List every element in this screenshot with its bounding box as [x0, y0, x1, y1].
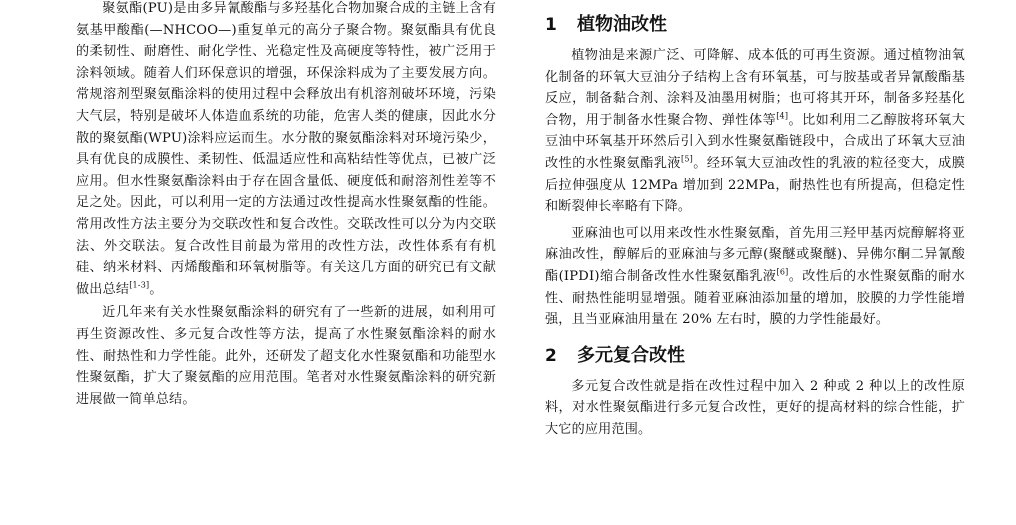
- citation: [1-3]: [129, 280, 150, 290]
- progress-paragraph: [76, 302, 496, 410]
- composite-paragraph: [545, 376, 965, 441]
- intro-end: 。: [149, 281, 163, 297]
- section-number: 1: [545, 15, 557, 35]
- right-column: [545, 0, 965, 441]
- progress-text: 近几年来有关水性聚氨酯涂料的研究有了一些新的进展，如利用可再生资源改性、多元复合改性等方法，提高了水性聚氨酯涂料的耐水性、耐热性和力学性能。此外，还研发了超支化水性聚氨酯和功能型水性聚氨酯，扩大了聚氨酯的应用范围。笔者对水性聚氨酯涂料的研究新进展做一简单总结。: [76, 305, 496, 407]
- section-heading-1: [545, 10, 965, 36]
- paragraph-text: 。比如利用二乙醇胺将环氧大豆油中环氧基开环然后引入到水性聚氨酯链段中，合成出了环氧大豆油改性的水性聚氨酯乳液: [545, 112, 965, 171]
- paragraph-text: 。改性后的水性聚氨酯的耐水性、耐热性能明显增强。随着亚麻油添加量的增加，胶膜的力学性能增强，且当亚麻油用量在 20% 左右时，膜的力学性能最好。: [545, 268, 965, 328]
- citation: [5]: [681, 154, 693, 164]
- intro-text: 聚氨酯(PU)是由多异氰酸酯与多羟基化合物加聚合成的主链上含有氨基甲酸酯(—NHCOO—)重复单元的高分子聚合物。聚氨酯具有优良的柔韧性、耐磨性、耐化学性、光稳定性及高硬度等特性，被广泛用于涂料领域。随着人们环保意识的增强，环保涂料成为了主要发展方向。常规溶剂型聚氨酯涂料的使用过程中会释放出有机溶剂破坏环境，污染大气层，特别是破坏人体造血系统的功能，危害人类的健康，因此水分散的聚氨酯(WPU)涂料应运而生。水分散的聚氨酯涂料对环境污染少，具有优良的成膜性、柔韧性、低温适应性和高粘结性等优点，已被广泛应用。但水性聚氨酯涂料由于存在固含量低、硬度低和耐溶剂性差等不足之处。因此，可以利用一定的方法通过改性提高水性聚氨酯的性能。常用改性方法主要分为交联改性和复合改性。交联改性可以分为内交联法、外交联法。复合改性目前最为常用的改性方法，改性体系有有机硅、纳米材料、丙烯酸酯和环氧树脂等。有关这几方面的研究已有文献做出总结: [76, 1, 496, 297]
- citation: [6]: [776, 267, 789, 277]
- paragraph-text: 植物油是来源广泛、可降解、成本低的可再生资源。通过植物油氧化制备的环氧大豆油分子结构上含有环氧基，可与胺基或者异氰酸酯基反应，制备黏合剂、涂料及油墨用树脂；也可将其开环，制备多羟基化合物，用于制备水性聚合物、弹性体等: [545, 48, 965, 128]
- section-number: 2: [545, 345, 557, 366]
- paragraph-text: 多元复合改性就是指在改性过程中加入 2 种或 2 种以上的改性原料，对水性聚氨酯进行多元复合改性，更好的提高材料的综合性能，扩大它的应用范围。: [545, 378, 965, 437]
- paragraph-text: 。经环氧大豆油改性的乳液的粒径变大，成膜后拉伸强度从 12MPa 增加到 22MPa，耐热性也有所提高，但稳定性和断裂伸长率略有下降。: [545, 155, 966, 215]
- vegetable-oil-paragraph: [545, 45, 965, 218]
- section-heading-2: [545, 341, 965, 367]
- paragraph-text: 亚麻油也可以用来改性水性聚氨酯，首先用三羟甲基丙烷醇解将亚麻油改性，醇解后的亚麻油与多元醇(聚醚或聚醚)、异佛尔酮二异氰酸酯(IPDI)缩合制备改性水性聚氨酯乳液: [545, 225, 965, 284]
- citation: [4]: [776, 111, 789, 121]
- section-title: 多元复合改性: [577, 344, 685, 366]
- intro-paragraph: [76, 0, 496, 300]
- linseed-oil-paragraph: [545, 223, 965, 331]
- section-title: 植物油改性: [577, 14, 667, 35]
- left-column: [76, 0, 496, 410]
